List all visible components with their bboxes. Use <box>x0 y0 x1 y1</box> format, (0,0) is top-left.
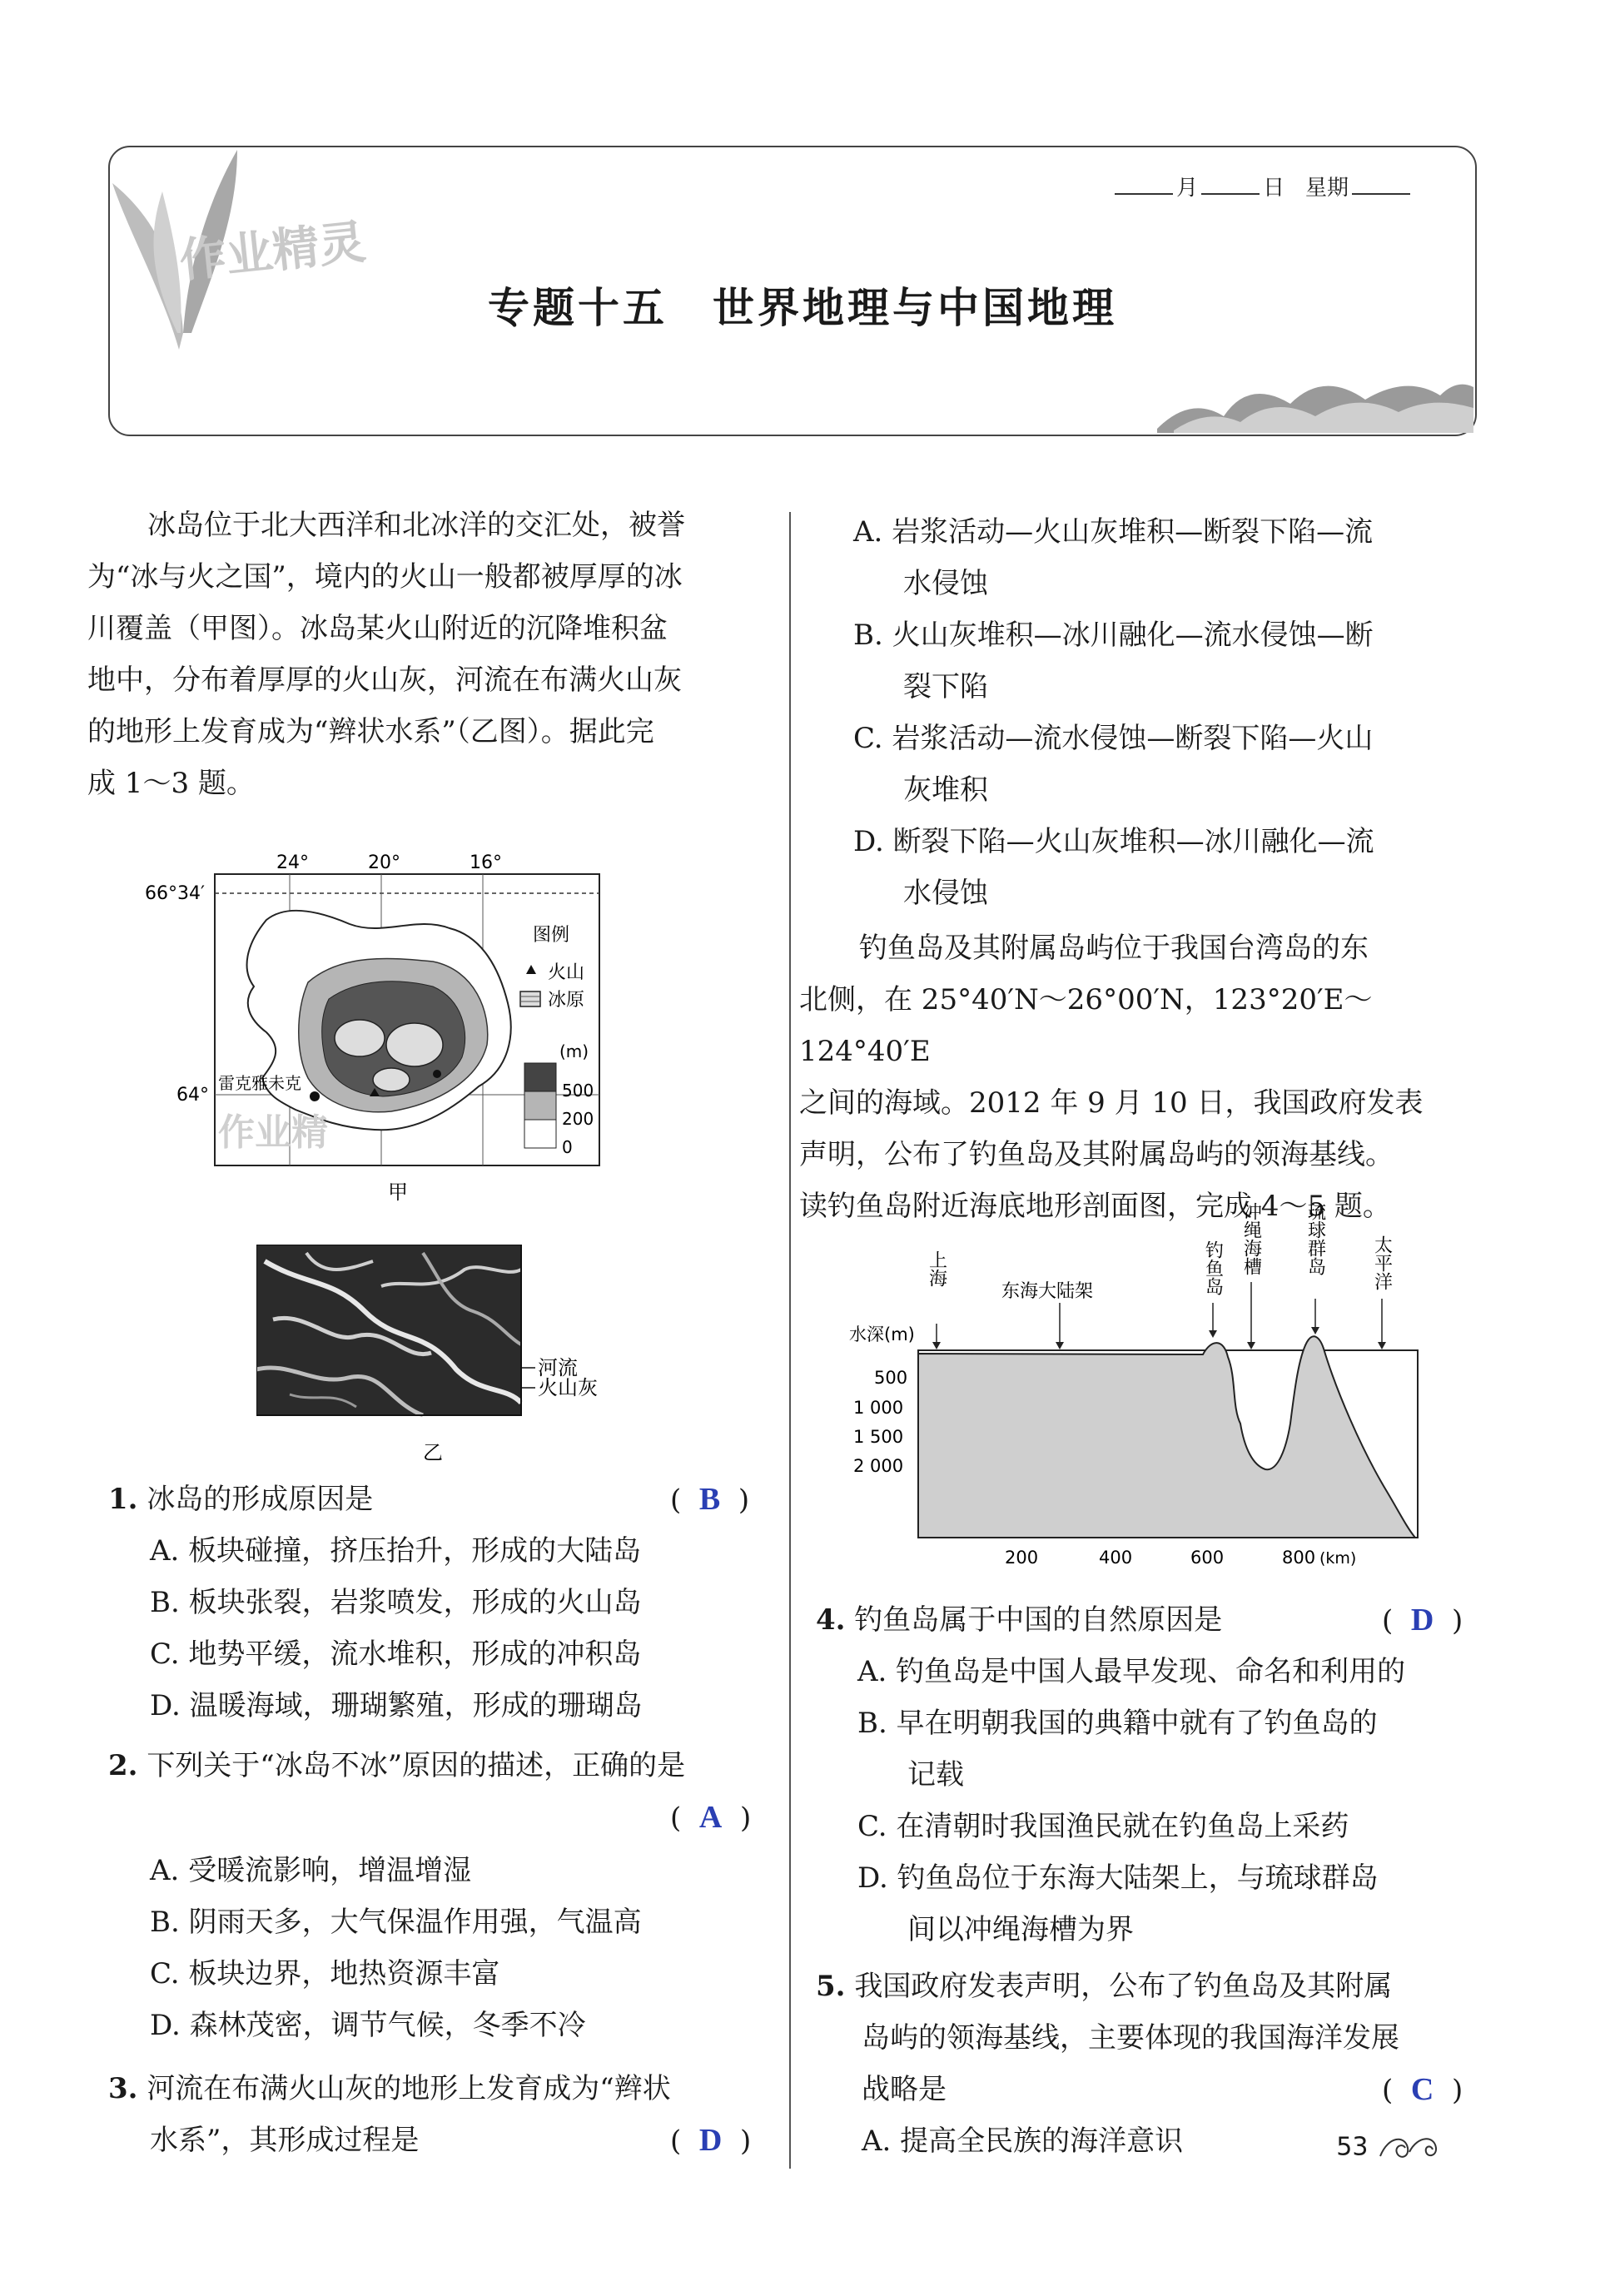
option-continued: 记载 <box>907 1758 964 1792</box>
option[interactable]: C. 板块边界，地热资源丰富 <box>150 1957 500 1990</box>
label-shanghai: 上海 <box>926 1250 947 1287</box>
option-continued: 灰堆积 <box>903 773 988 807</box>
day-blank[interactable] <box>1201 193 1260 195</box>
option[interactable]: A. 受暖流影响，增温增湿 <box>150 1854 472 1887</box>
question-stem: 河流在布满火山灰的地形上发育成为“辫状 <box>147 2072 671 2105</box>
legend-unit: (m) <box>559 1041 589 1061</box>
lon-label-24: 24° <box>276 852 309 873</box>
option[interactable]: A. 提高全民族的海洋意识 <box>862 2125 1184 2158</box>
question-number: 3. <box>108 2072 138 2105</box>
wave-decoration-icon <box>1157 370 1473 437</box>
date-line <box>1111 171 1414 201</box>
y-axis-title: 水深(m) <box>849 1324 915 1344</box>
answer-slot-2[interactable]: ( A ) <box>670 1800 752 1835</box>
label-river: 河流 <box>538 1356 578 1379</box>
page-number <box>1336 2131 1443 2164</box>
question-3 <box>108 2063 671 2115</box>
option[interactable]: D. 温暖海域，珊瑚繁殖，形成的珊瑚岛 <box>150 1689 643 1722</box>
option[interactable]: C. 岩浆活动—流水侵蚀—断裂下陷—火山 <box>853 722 1374 755</box>
option[interactable]: D. 钓鱼岛位于东海大陆架上，与琉球群岛 <box>857 1861 1379 1895</box>
intro-line: 北侧，在 25°40′N～26°00′N，123°20′E～124°40′E <box>799 983 1373 1068</box>
legend-volcano: 火山 <box>548 962 585 983</box>
y-tick: 1 500 <box>853 1427 904 1447</box>
day-label: 日 <box>1263 176 1285 201</box>
option[interactable]: B. 阴雨天多，大气保温作用强，气温高 <box>150 1906 642 1939</box>
map-caption: 甲 <box>388 1180 408 1204</box>
question-2 <box>108 1740 685 1792</box>
intro-line: 成 1～3 题。 <box>87 767 255 800</box>
city-label: 雷克雅未克 <box>218 1073 301 1093</box>
question-stem: 我国政府发表声明，公布了钓鱼岛及其附属 <box>854 1970 1393 2003</box>
intro-line: 读钓鱼岛附近海底地形剖面图，完成 4～5 题。 <box>799 1190 1391 1223</box>
question-1-options <box>150 1525 643 1732</box>
option[interactable]: A. 钓鱼岛是中国人最早发现、命名和利用的 <box>857 1655 1406 1688</box>
intro-line: 声明，公布了钓鱼岛及其附属岛屿的领海基线。 <box>799 1138 1394 1171</box>
option-continued: 裂下陷 <box>903 670 988 703</box>
answer-slot-1[interactable]: ( B ) <box>670 1482 750 1517</box>
page-title: 专题十五 世界地理与中国地理 <box>488 283 1117 332</box>
braided-river-photo <box>256 1245 606 1469</box>
question-number: 1. <box>108 1483 138 1516</box>
lat-label-bottom: 64° <box>176 1085 209 1106</box>
question-stem: 下列关于“冰岛不冰”原因的描述，正确的是 <box>147 1749 686 1782</box>
x-tick: 400 <box>1099 1548 1133 1568</box>
answer-value: D <box>1410 1603 1434 1638</box>
option[interactable]: B. 早在明朝我国的典籍中就有了钓鱼岛的 <box>857 1707 1378 1740</box>
question-stem: 钓鱼岛属于中国的自然原因是 <box>854 1603 1223 1637</box>
option-continued: 水侵蚀 <box>903 567 988 600</box>
question-stem: 冰岛的形成原因是 <box>147 1483 374 1516</box>
label-pacific: 太平洋 <box>1371 1235 1393 1290</box>
question-number: 4. <box>816 1603 846 1637</box>
question-number: 2. <box>108 1749 138 1782</box>
map-watermark: 作业精 <box>218 1111 328 1154</box>
weekday-label: 星期 <box>1304 176 1349 201</box>
label-ryukyu-islands: 琉球群岛 <box>1304 1202 1326 1275</box>
option[interactable]: D. 断裂下陷—火山灰堆积—冰川融化—流 <box>853 825 1374 858</box>
month-blank[interactable] <box>1115 193 1173 195</box>
weekday-blank[interactable] <box>1352 193 1410 195</box>
option[interactable]: B. 板块张裂，岩浆喷发，形成的火山岛 <box>150 1586 642 1619</box>
option-continued: 间以冲绳海槽为界 <box>907 1913 1134 1946</box>
answer-value: D <box>698 2123 723 2158</box>
legend-level-500: 500 <box>562 1081 594 1101</box>
intro-paragraph-diaoyu <box>799 922 1482 1232</box>
question-stem-continued: 战略是 <box>862 2073 947 2106</box>
iceland-map <box>142 845 608 1211</box>
y-tick: 500 <box>874 1368 908 1388</box>
answer-slot-4[interactable]: ( D ) <box>1382 1603 1463 1638</box>
intro-line: 冰岛位于北大西洋和北冰洋的交汇处，被誉 <box>147 509 685 542</box>
intro-line: 钓鱼岛及其附属岛屿位于我国台湾岛的东 <box>859 932 1369 965</box>
column-divider <box>789 512 791 2169</box>
lon-label-20: 20° <box>368 852 400 873</box>
answer-value: B <box>698 1482 721 1517</box>
y-tick: 1 000 <box>853 1398 904 1418</box>
label-diaoyu-island: 钓鱼岛 <box>1202 1240 1224 1295</box>
option[interactable]: A. 板块碰撞，挤压抬升，形成的大陆岛 <box>150 1534 642 1568</box>
question-stem-continued: 岛屿的领海基线，主要体现的我国海洋发展 <box>862 2021 1399 2055</box>
swirl-ornament-icon <box>1376 2131 1443 2164</box>
question-2-options <box>150 1845 642 2051</box>
seabed-profile-diagram <box>845 1199 1444 1573</box>
answer-value: C <box>1410 2072 1434 2107</box>
option[interactable]: C. 地势平缓，流水堆积，形成的冲积岛 <box>150 1638 642 1671</box>
option-continued: 水侵蚀 <box>903 877 988 910</box>
question-number: 5. <box>816 1970 846 2003</box>
option[interactable]: A. 岩浆活动—火山灰堆积—断裂下陷—流 <box>853 515 1374 549</box>
answer-value: A <box>698 1800 723 1835</box>
label-continental-shelf: 东海大陆架 <box>1001 1281 1094 1302</box>
label-volcanic-ash: 火山灰 <box>538 1376 598 1399</box>
intro-line: 川覆盖（甲图）。冰岛某火山附近的沉降堆积盆 <box>87 612 668 645</box>
option[interactable]: D. 森林茂密，调节气候，冬季不冷 <box>150 2009 586 2042</box>
month-label: 月 <box>1176 176 1199 201</box>
photo-caption: 乙 <box>423 1441 443 1464</box>
intro-line: 地中，分布着厚厚的火山灰，河流在布满火山灰 <box>87 663 682 697</box>
lon-label-16: 16° <box>470 852 502 873</box>
question-stem-continued: 水系”，其形成过程是 <box>150 2124 420 2157</box>
legend-glacier: 冰原 <box>548 990 585 1011</box>
legend-level-0: 0 <box>562 1137 573 1157</box>
lat-label-top: 66°34′ <box>145 883 205 904</box>
question-3-options <box>853 506 1486 919</box>
intro-paragraph-iceland <box>87 499 770 809</box>
x-tick: 800 <box>1282 1548 1316 1568</box>
legend-level-200: 200 <box>562 1109 594 1129</box>
answer-slot-3[interactable]: ( D ) <box>670 2123 752 2158</box>
option[interactable]: B. 火山灰堆积—冰川融化—流水侵蚀—断 <box>853 619 1374 652</box>
legend-title: 图例 <box>533 925 570 946</box>
watermark: 作业精灵 <box>176 215 369 289</box>
x-unit: (km) <box>1319 1549 1357 1568</box>
x-tick: 600 <box>1190 1548 1225 1568</box>
intro-line: 的地形上发育成为“辫状水系”（乙图）。据此完 <box>87 715 654 748</box>
intro-line: 之间的海域。2012 年 9 月 10 日，我国政府发表 <box>799 1086 1424 1120</box>
question-1 <box>108 1474 373 1525</box>
option[interactable]: C. 在清朝时我国渔民就在钓鱼岛上采药 <box>857 1810 1349 1843</box>
question-4-options <box>857 1646 1490 1956</box>
label-okinawa-trough: 冲绳海槽 <box>1240 1202 1262 1275</box>
y-tick: 2 000 <box>853 1456 904 1476</box>
question-4 <box>816 1594 1222 1646</box>
answer-slot-5[interactable]: ( C ) <box>1382 2072 1463 2107</box>
page-number-value: 53 <box>1336 2132 1369 2162</box>
intro-line: 为“冰与火之国”，境内的火山一般都被厚厚的冰 <box>87 560 683 594</box>
x-tick: 200 <box>1005 1548 1039 1568</box>
